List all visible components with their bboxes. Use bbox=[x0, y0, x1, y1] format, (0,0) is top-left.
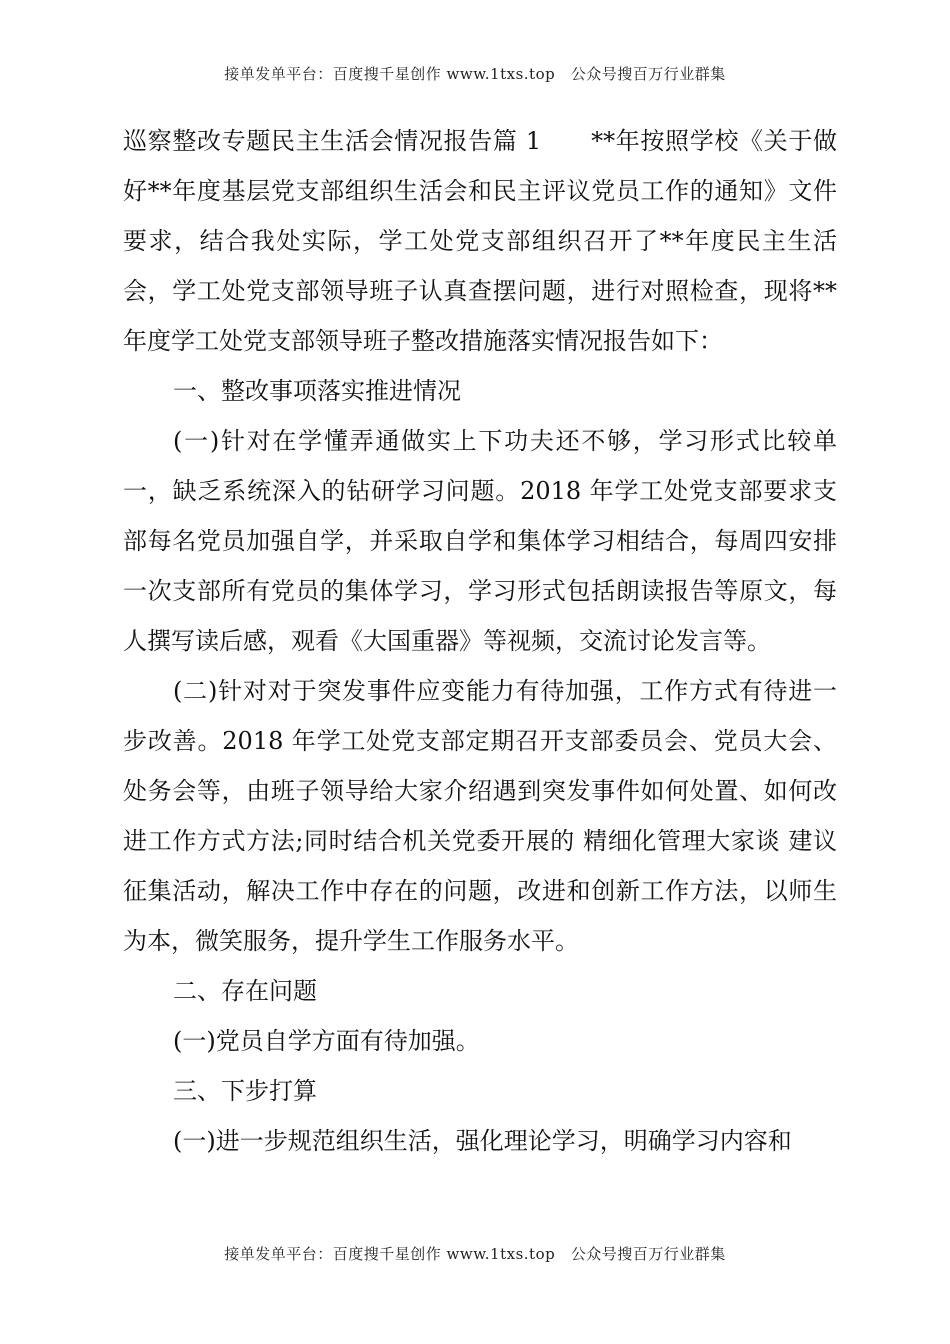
body-paragraph: (一)针对在学懂弄通做实上下功夫还不够，学习形式比较单一，缺乏系统深入的钻研学习问题。2018 年学工处党支部要求支部每名党员加强自学，并采取自学和集体学习相结合，每周四安排一次支部所有党员的集体学习，学习形式包括朗读报告等原文，每人撰写读后感，观看《大国重器》等视频，交流讨论发言等。 bbox=[123, 427, 837, 655]
section-heading-2: 二、存在问题 bbox=[173, 977, 317, 1005]
page-footer: 接单发单平台：百度搜千星创作 www.1txs.top 公众号搜百万行业群集 bbox=[224, 1245, 726, 1263]
body-paragraph: (二)针对对于突发事件应变能力有待加强，工作方式有待进一步改善。2018 年学工处党支部定期召开支部委员会、党员大会、处务会等，由班子领导给大家介绍遇到突发事件如何处置、如何改进工作方式方法;同时结合机关党委开展的 精细化管理大家谈 建议征集活动，解决工作中存在的问题，改进和创新工作方法，以师生为本，微笑服务，提升学生工作服务水平。 bbox=[123, 677, 837, 955]
body-paragraph: (一)进一步规范组织生活，强化理论学习，明确学习内容和 bbox=[173, 1127, 792, 1155]
section-heading-3: 三、下步打算 bbox=[173, 1077, 317, 1105]
document-body bbox=[123, 116, 837, 1166]
body-paragraph: (一)党员自学方面有待加强。 bbox=[173, 1027, 480, 1055]
intro-paragraph: 巡察整改专题民主生活会情况报告篇 1 **年按照学校《关于做好**年度基层党支部组织生活会和民主评议党员工作的通知》文件要求，结合我处实际，学工处党支部组织召开了**年度民主生活会，学工处党支部领导班子认真查摆问题，进行对照检查，现将**年度学工处党支部领导班子整改措施落实情况报告如下： bbox=[123, 127, 837, 355]
section-heading-1: 一、整改事项落实推进情况 bbox=[173, 377, 461, 405]
page-header: 接单发单平台：百度搜千星创作 www.1txs.top 公众号搜百万行业群集 bbox=[224, 65, 726, 83]
